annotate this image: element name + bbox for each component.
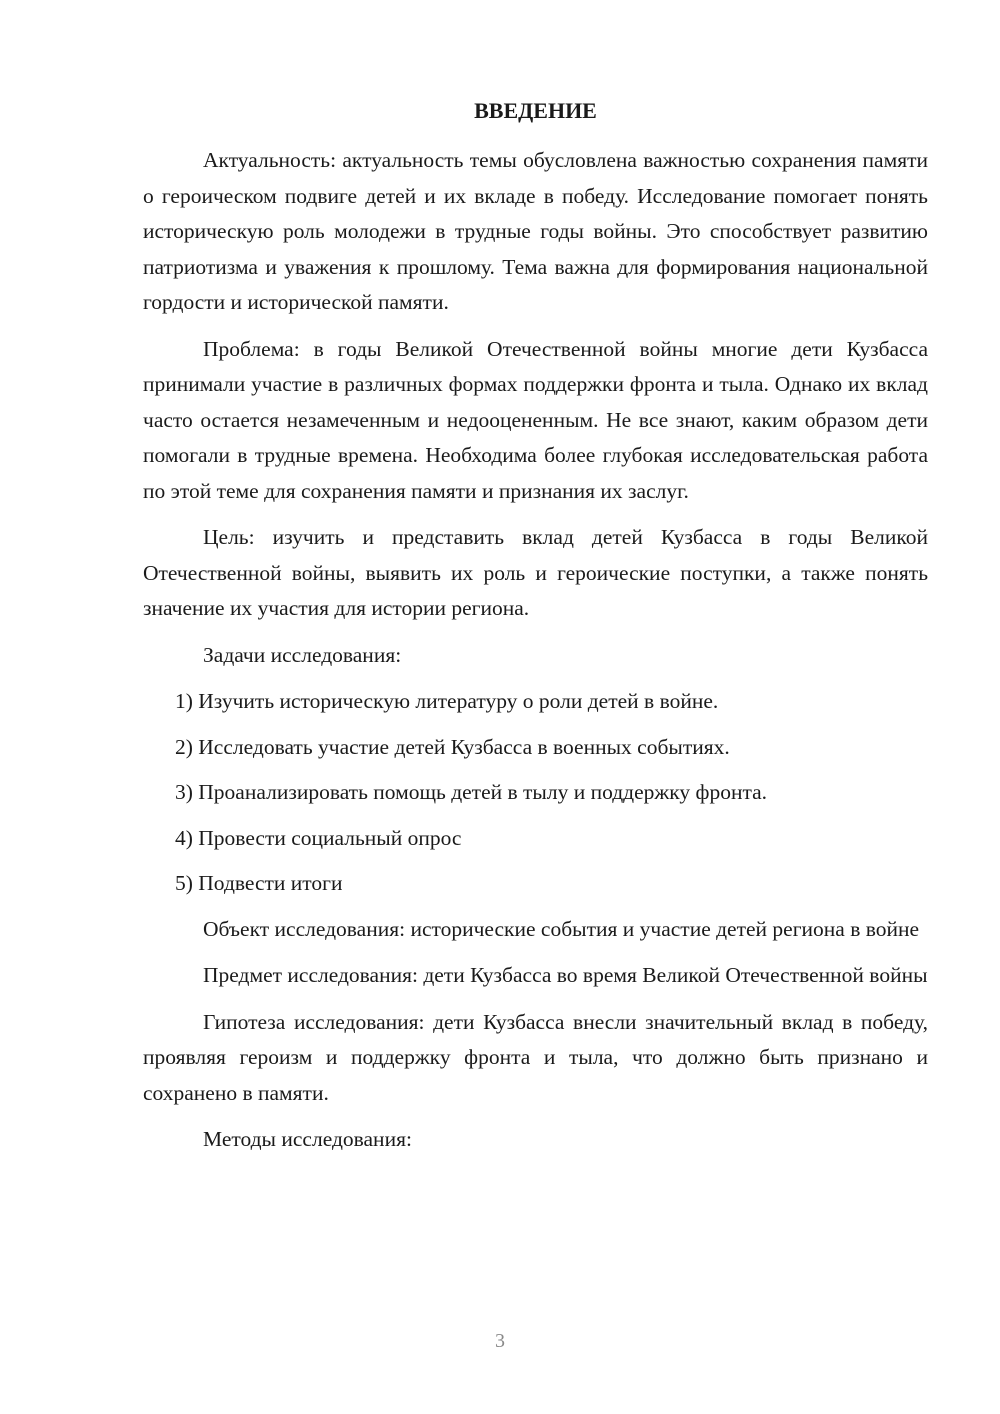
list-item: 5) Подвести итоги	[175, 871, 343, 895]
paragraph-relevance: Актуальность: актуальность темы обусловлена важностью сохранения памяти о героическом подвиге детей и их вкладе в победу. Исследование помогает понять историческую роль молодежи в трудные годы войны. Это способствует развитию патриотизма и уважения к прошлому. Тема важна для формирования национальной гордости и исторической памяти.	[143, 148, 928, 314]
list-item: 2) Исследовать участие детей Кузбасса в военных событиях.	[175, 734, 730, 759]
paragraph-problem: Проблема: в годы Великой Отечественной войны многие дети Кузбасса принимали участие в различных формах поддержки фронта и тыла. Однако их вклад часто остается незамеченным и недооцененным. Не все знают, каким образом дети помогали в трудные времена. Необходима более глубокая исследовательская работа по этой теме для сохранения памяти и признания их заслуг.	[143, 336, 928, 503]
paragraph-tasks-heading: Задачи исследования:	[203, 642, 402, 667]
tasks-list	[143, 684, 928, 902]
list-item: 4) Провести социальный опрос	[175, 825, 462, 850]
paragraph-hypothesis: Гипотеза исследования: дети Кузбасса внесли значительный вклад в победу, проявляя героизм и поддержку фронта и тыла, что должно быть признано и сохранено в памяти.	[143, 1009, 928, 1105]
list-item: 1) Изучить историческую литературу о роли детей в войне.	[175, 689, 719, 713]
page-number: 3	[495, 1330, 505, 1352]
paragraph-methods-heading: Методы исследования:	[203, 1127, 412, 1151]
list-item: 3) Проанализировать помощь детей в тылу и поддержку фронта.	[175, 780, 768, 804]
paragraph-goal: Цель: изучить и представить вклад детей Кузбасса в годы Великой Отечественной войны, выявить их роль и героические поступки, а также понять значение их участия для истории региона.	[143, 525, 928, 620]
paragraph-object: Объект исследования: исторические события и участие детей региона в войне	[203, 916, 920, 941]
section-title: ВВЕДЕНИЕ	[474, 98, 597, 123]
document-page	[143, 92, 928, 1169]
paragraph-subject: Предмет исследования: дети Кузбасса во время Великой Отечественной войны	[203, 963, 928, 987]
